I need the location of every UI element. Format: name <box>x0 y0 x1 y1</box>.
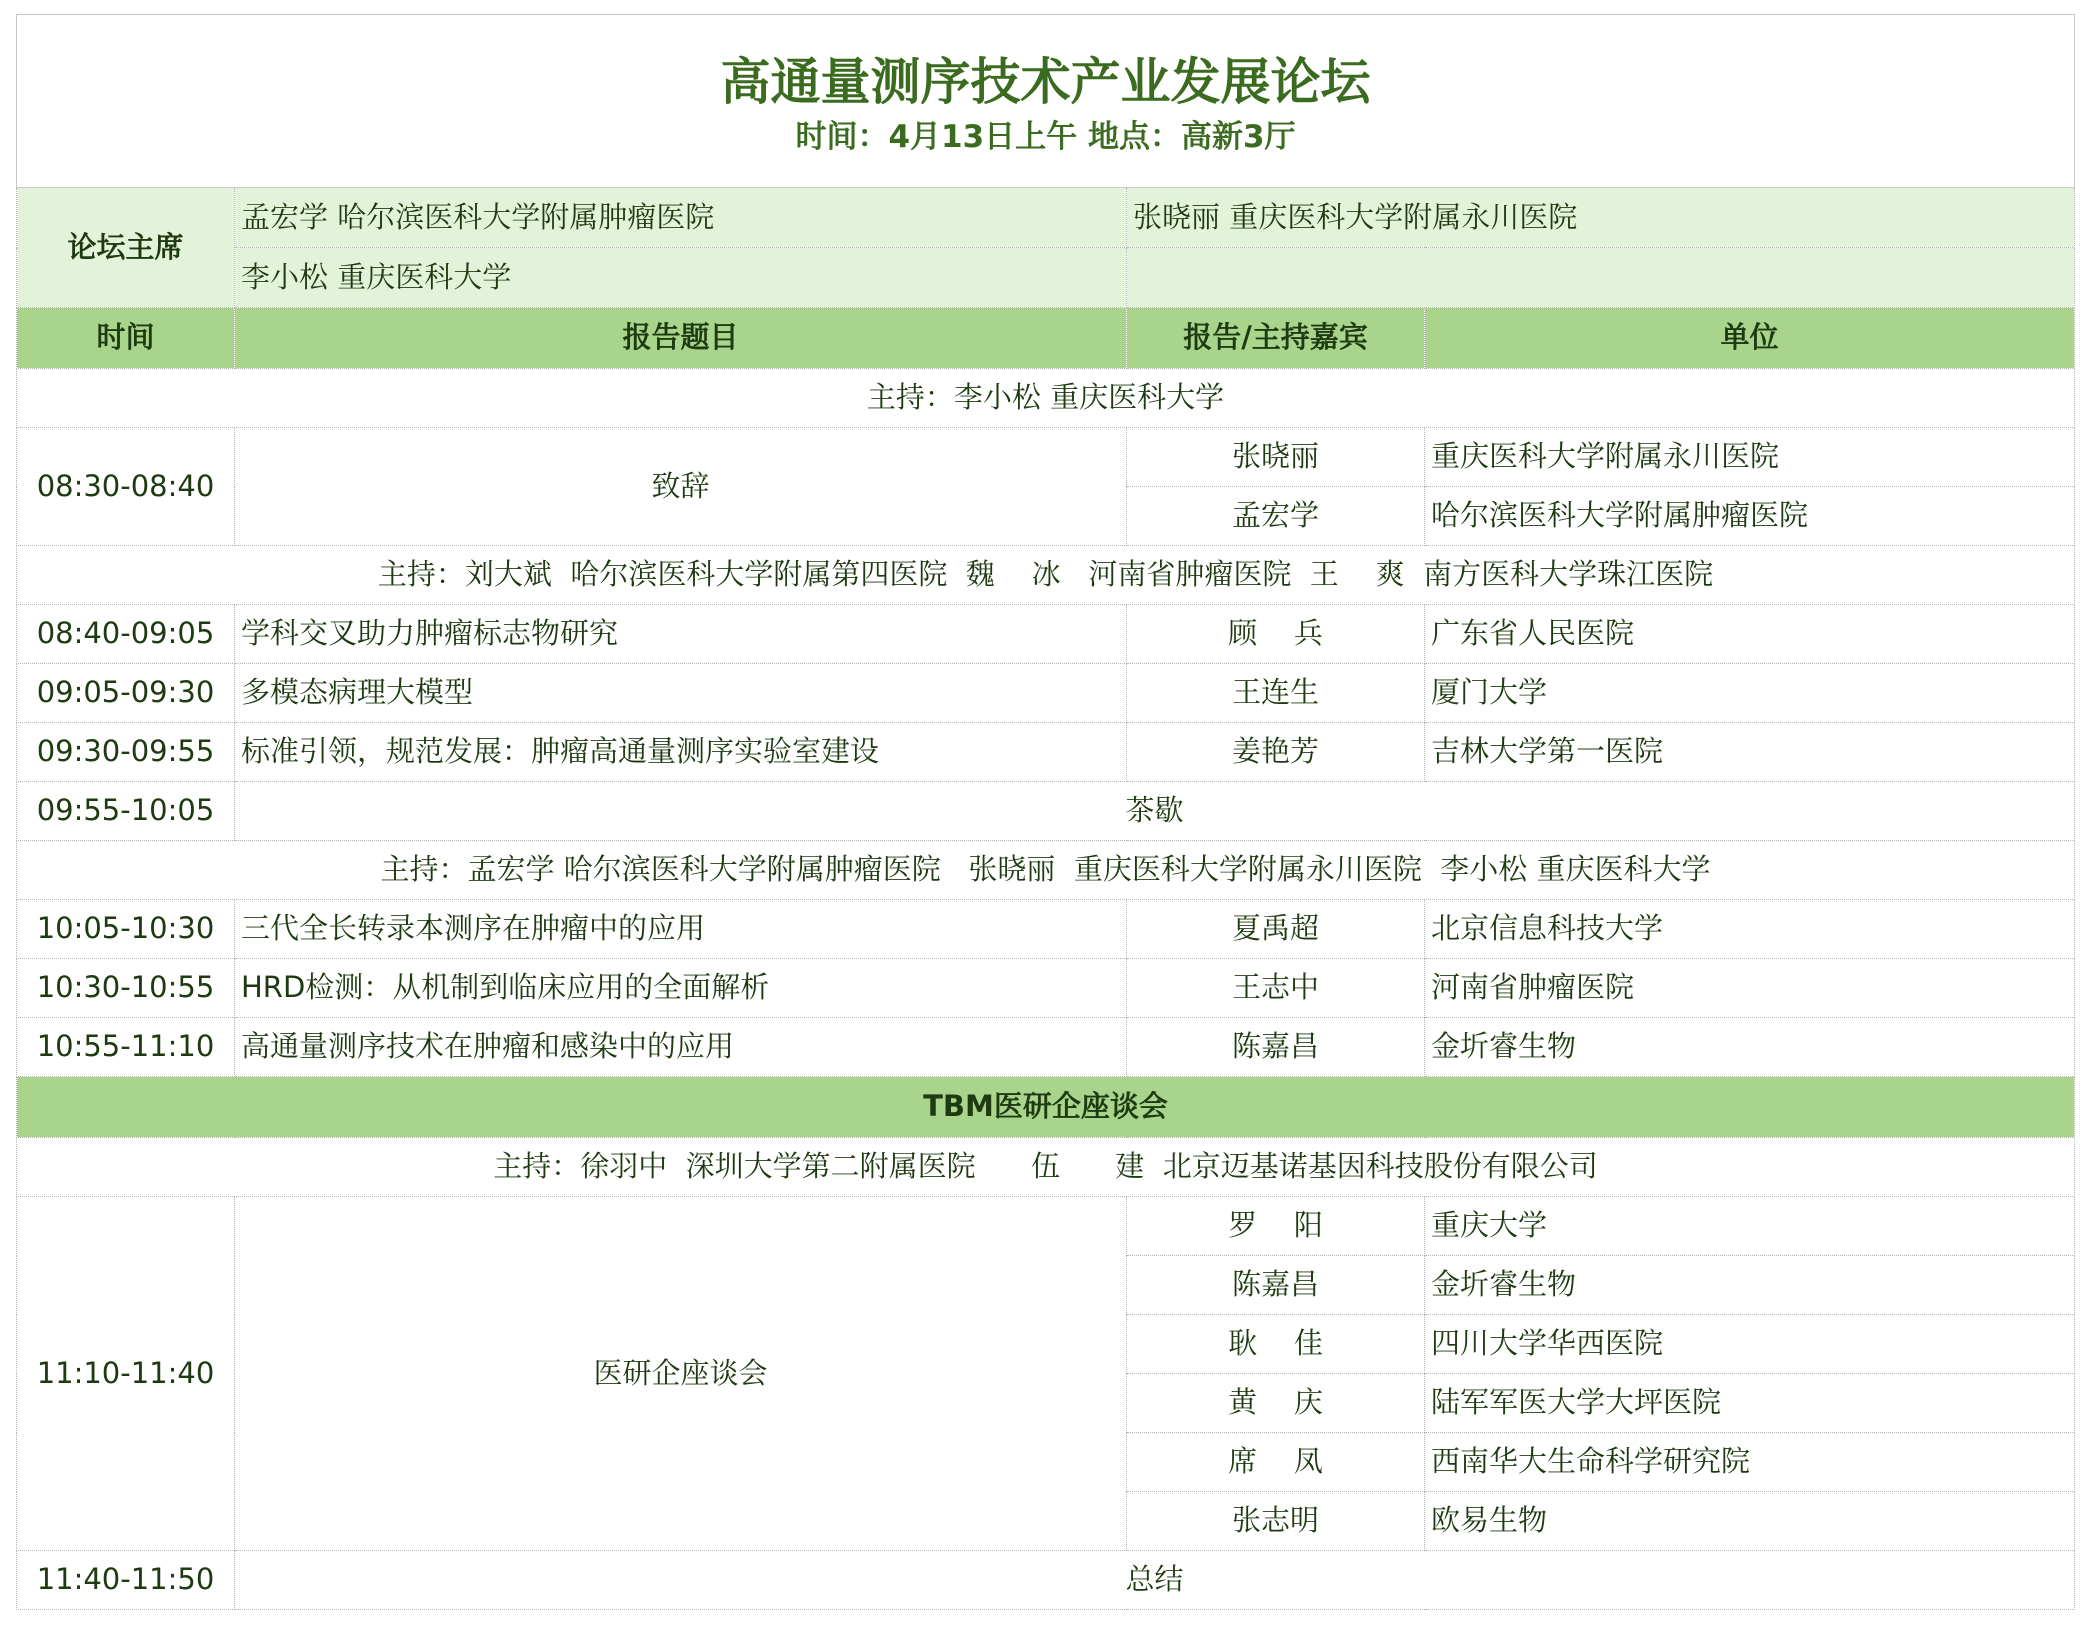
table-row <box>17 1018 2075 1077</box>
table-row <box>17 428 2075 487</box>
speaker-org: 欧易生物 <box>1425 1492 2075 1551</box>
session-topic: 标准引领，规范发展：肿瘤高通量测序实验室建设 <box>235 723 1127 782</box>
page-subtitle: 时间：4月13日上午 地点：高新3厅 <box>795 118 1296 155</box>
session-topic: 学科交叉助力肿瘤标志物研究 <box>235 605 1127 664</box>
host-row-3 <box>17 841 2075 900</box>
chairs-row-1 <box>17 188 2075 248</box>
agenda-table <box>16 14 2075 1610</box>
chair-1: 孟宏学 哈尔滨医科大学附属肿瘤医院 <box>235 188 1127 248</box>
host-text: 主持：刘大斌 哈尔滨医科大学附属第四医院 魏 冰 河南省肿瘤医院 王 爽 南方医科大学珠江医院 <box>17 546 2075 605</box>
table-row <box>17 959 2075 1018</box>
session-topic: 多模态病理大模型 <box>235 664 1127 723</box>
speaker-name: 顾 兵 <box>1127 605 1425 664</box>
speaker-name: 姜艳芳 <box>1127 723 1425 782</box>
session-time: 11:10-11:40 <box>17 1197 235 1551</box>
session-time: 09:05-09:30 <box>17 664 235 723</box>
section-header-row <box>17 1077 2075 1138</box>
table-row <box>17 723 2075 782</box>
closing-time: 11:40-11:50 <box>17 1551 235 1610</box>
session-topic: 高通量测序技术在肿瘤和感染中的应用 <box>235 1018 1127 1077</box>
speaker-org: 吉林大学第一医院 <box>1425 723 2075 782</box>
header-time: 时间 <box>17 308 235 369</box>
speaker-name: 孟宏学 <box>1127 487 1425 546</box>
session-time: 09:30-09:55 <box>17 723 235 782</box>
speaker-name: 陈嘉昌 <box>1127 1256 1425 1315</box>
table-row <box>17 1197 2075 1256</box>
host-text: 主持：孟宏学 哈尔滨医科大学附属肿瘤医院 张晓丽 重庆医科大学附属永川医院 李小松 重庆医科大学 <box>17 841 2075 900</box>
host-row-1 <box>17 369 2075 428</box>
speaker-name: 耿 佳 <box>1127 1315 1425 1374</box>
session-topic: 医研企座谈会 <box>235 1197 1127 1551</box>
host-row-2 <box>17 546 2075 605</box>
session-topic: HRD检测：从机制到临床应用的全面解析 <box>235 959 1127 1018</box>
speaker-name: 黄 庆 <box>1127 1374 1425 1433</box>
speaker-org: 北京信息科技大学 <box>1425 900 2075 959</box>
speaker-name: 陈嘉昌 <box>1127 1018 1425 1077</box>
header-speaker: 报告/主持嘉宾 <box>1127 308 1425 369</box>
speaker-org: 河南省肿瘤医院 <box>1425 959 2075 1018</box>
header-org: 单位 <box>1425 308 2075 369</box>
speaker-name: 张志明 <box>1127 1492 1425 1551</box>
table-row <box>17 664 2075 723</box>
chair-4-empty <box>1127 248 2075 308</box>
session-time: 10:30-10:55 <box>17 959 235 1018</box>
speaker-org: 哈尔滨医科大学附属肿瘤医院 <box>1425 487 2075 546</box>
table-row <box>17 605 2075 664</box>
title-row <box>17 15 2075 188</box>
session-time: 08:40-09:05 <box>17 605 235 664</box>
page-title: 高通量测序技术产业发展论坛 <box>720 53 1371 112</box>
speaker-name: 席 凤 <box>1127 1433 1425 1492</box>
header-topic: 报告题目 <box>235 308 1127 369</box>
title-cell <box>17 15 2075 188</box>
host-text: 主持：徐羽中 深圳大学第二附属医院 伍 建 北京迈基诺基因科技股份有限公司 <box>17 1138 2075 1197</box>
table-row <box>17 900 2075 959</box>
speaker-org: 四川大学华西医院 <box>1425 1315 2075 1374</box>
speaker-org: 西南华大生命科学研究院 <box>1425 1433 2075 1492</box>
section-title: TBM医研企座谈会 <box>17 1077 2075 1138</box>
speaker-name: 夏禹超 <box>1127 900 1425 959</box>
closing-label: 总结 <box>235 1551 2075 1610</box>
chair-3: 李小松 重庆医科大学 <box>235 248 1127 308</box>
closing-row <box>17 1551 2075 1610</box>
speaker-org: 陆军军医大学大坪医院 <box>1425 1374 2075 1433</box>
chairs-label: 论坛主席 <box>17 188 235 308</box>
speaker-name: 王志中 <box>1127 959 1425 1018</box>
speaker-org: 重庆医科大学附属永川医院 <box>1425 428 2075 487</box>
speaker-name: 罗 阳 <box>1127 1197 1425 1256</box>
break-time: 09:55-10:05 <box>17 782 235 841</box>
column-header-row <box>17 308 2075 369</box>
session-topic: 致辞 <box>235 428 1127 546</box>
speaker-org: 广东省人民医院 <box>1425 605 2075 664</box>
session-time: 10:55-11:10 <box>17 1018 235 1077</box>
chairs-row-2 <box>17 248 2075 308</box>
host-row-4 <box>17 1138 2075 1197</box>
session-topic: 三代全长转录本测序在肿瘤中的应用 <box>235 900 1127 959</box>
speaker-org: 厦门大学 <box>1425 664 2075 723</box>
host-text: 主持：李小松 重庆医科大学 <box>17 369 2075 428</box>
speaker-name: 王连生 <box>1127 664 1425 723</box>
speaker-org: 金圻睿生物 <box>1425 1256 2075 1315</box>
speaker-org: 金圻睿生物 <box>1425 1018 2075 1077</box>
chair-2: 张晓丽 重庆医科大学附属永川医院 <box>1127 188 2075 248</box>
break-row <box>17 782 2075 841</box>
speaker-org: 重庆大学 <box>1425 1197 2075 1256</box>
session-time: 10:05-10:30 <box>17 900 235 959</box>
session-time: 08:30-08:40 <box>17 428 235 546</box>
break-label: 茶歇 <box>235 782 2075 841</box>
speaker-name: 张晓丽 <box>1127 428 1425 487</box>
